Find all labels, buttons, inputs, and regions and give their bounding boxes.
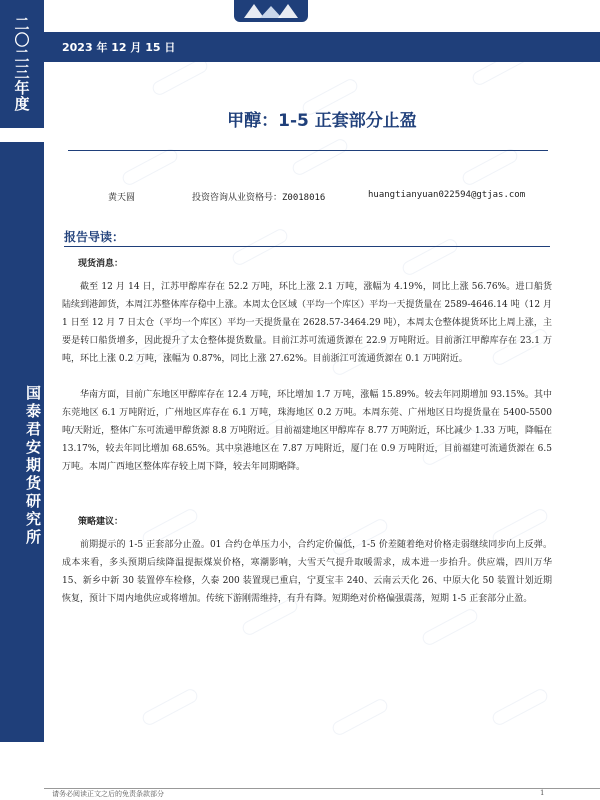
strategy-paragraph: 前期提示的 1-5 正套部分止盈。01 合约仓单压力小，合约定价偏低，1-5 价差随着绝对价格走弱继续同步向上反弹。成本来看，多头预期后续降温提振煤炭价格，寒潮影响，大雪天气提升取暖需求，成本进一步抬升。供应端，四川万华 15、新乡中新 30 装置停车检修，久泰 200 装置现已重启，宁夏宝丰 240、云南云天化 26、中原大化 50 装置计划近期恢复，预计下周内地供应或将增加。传统下游刚需维持，有升有降。短期绝对价格偏强震荡，短期 1-5 正套部分止盈。 <box>62 540 552 604</box>
author-email[interactable]: huangtianyuan022594@gtjas.com <box>368 190 526 200</box>
sidebar <box>0 0 44 800</box>
watermark <box>460 147 520 188</box>
report-title: 甲醇：1-5 正套部分止盈 <box>227 111 417 131</box>
report-date: 2023 年 12 月 15 日 <box>62 41 176 54</box>
author-name: 黄天圆 <box>108 193 136 203</box>
watermark <box>120 147 180 188</box>
sidebar-gap <box>0 128 44 142</box>
disclaimer-note: 请务必阅读正文之后的免责条款部分 <box>52 790 164 798</box>
watermark <box>140 687 200 728</box>
watermark <box>490 687 550 728</box>
section-divider <box>64 246 550 247</box>
spot-heading: 现货消息： <box>78 259 124 269</box>
watermark <box>290 137 350 178</box>
page-number: 1 <box>540 789 545 797</box>
logo-icon <box>240 2 302 20</box>
watermark <box>230 227 290 268</box>
spot-paragraph-2: 华南方面，目前广东地区甲醇库存在 12.4 万吨，环比增加 1.7 万吨，涨幅 15.89%。较去年同期增加 93.15%。其中东莞地区 6.1 万吨附近，广州地区库存在 6.1 万吨，珠海地区 0.2 万吨。本周东莞、广州地区日均提货量在 5400-5500 吨/天附近，整体广东可流通甲醇货源 8.8 万吨附近。目前福建地区甲醇库存 8.77 万吨附近，环比减少 1.33 万吨，降幅在 13.17%，较去年同比增加 68.65%。其中泉港地区在 7.87 万吨附近，厦门在 0.9 万吨附近，目前福建可流通货源在 6.5 万吨。本周广西地区整体库存较上周下降，较去年同期略降。 <box>62 390 552 472</box>
title-divider <box>68 150 548 151</box>
sidebar-year: 二〇二三年度 <box>0 0 44 128</box>
watermark <box>150 57 210 98</box>
section-heading: 报告导读： <box>64 230 125 244</box>
watermark <box>330 697 390 738</box>
strategy-heading: 策略建议： <box>78 517 124 527</box>
author-qualification: 投资咨询从业资格号：Z0018016 <box>192 193 326 203</box>
spot-paragraph-1: 截至 12 月 14 日，江苏甲醇库存在 52.2 万吨，环比上涨 2.1 万吨，涨幅为 4.19%，同比上涨 56.76%。进口船货陆续到港卸货，本周江苏整体库存稳中上涨。本周太仓区域（平均一个库区）平均一天提货量在 2589-4646.14 吨（12 月 1 日至 12 月 7 日太仓（平均一个库区）平均一天提货量在 2628.57-3464.29 吨），本周太仓整体提货环比上周上涨，主要是转口船货增多，因此提升了太仓整体提货数量。目前江苏可流通货源在 22.9 万吨附近。目前浙江甲醇库存在 23.1 万吨，环比上涨 0.2 万吨，涨幅为 0.87%，同比上涨 27.62%。目前浙江可流通货源在 0.1 万吨附近。 <box>62 282 552 364</box>
sidebar-org: 国泰君安期货研究所 <box>0 142 44 742</box>
watermark <box>420 607 480 648</box>
watermark <box>400 237 460 278</box>
logo <box>234 0 308 22</box>
